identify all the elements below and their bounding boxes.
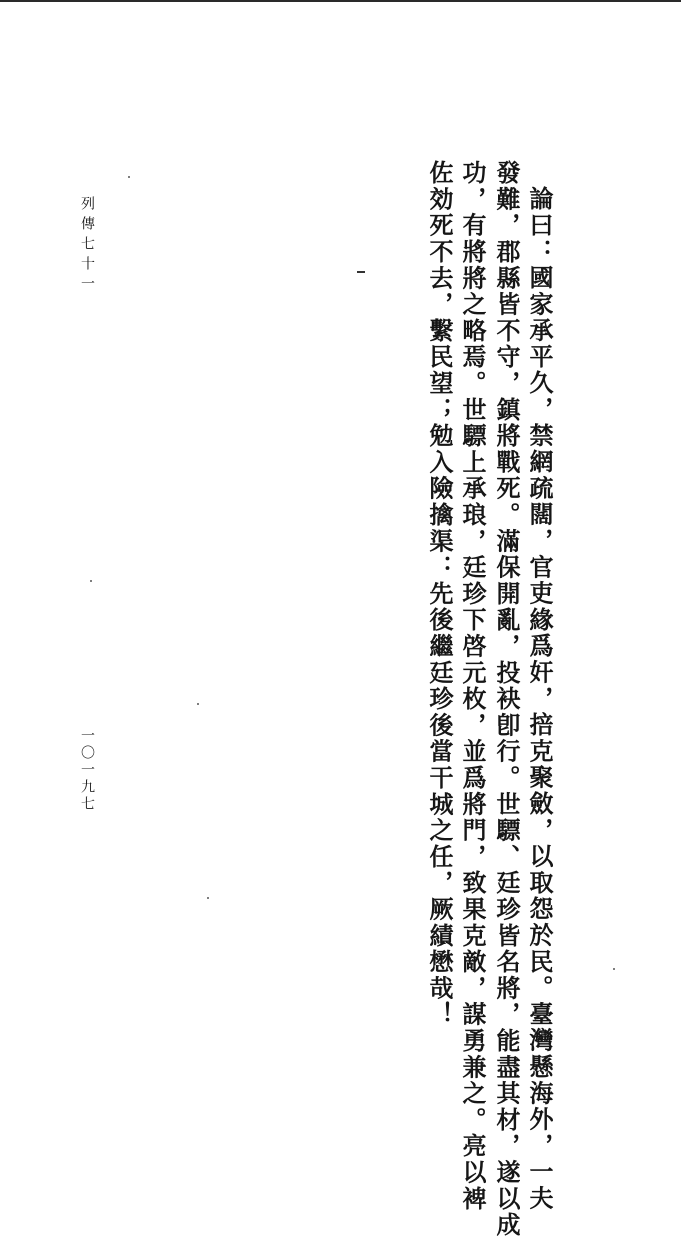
scan-speck <box>197 703 199 705</box>
margin-dash-mark <box>357 271 365 273</box>
top-border-rule <box>0 0 681 2</box>
scan-speck <box>613 968 615 970</box>
scan-speck <box>90 580 92 582</box>
text-column-1: 論曰：國家承平久，禁網疏闊，官吏緣爲奸，掊克聚斂，以取怨於民。臺灣懸海外，一夫 <box>525 186 554 1212</box>
text-column-4: 佐効死不去，繫民望；勉入險擒渠：先後繼廷珍後當干城之任，厥績懋哉！ <box>425 160 454 1028</box>
running-head: 列傳七十一 <box>79 196 95 296</box>
scan-speck <box>207 897 209 899</box>
text-column-2: 發難，郡縣皆不守，鎮將戰死。滿保開亂，投袂卽行。世驃、廷珍皆名將，能盡其材，遂以成 <box>492 160 521 1238</box>
page-number: 一〇一九七 <box>79 728 95 813</box>
text-column-3: 功，有將將之略焉。世驃上承琅，廷珍下啓元枚，並爲將門，致果克敵，謀勇兼之。亮以裨 <box>458 160 487 1212</box>
scan-speck <box>128 176 130 178</box>
